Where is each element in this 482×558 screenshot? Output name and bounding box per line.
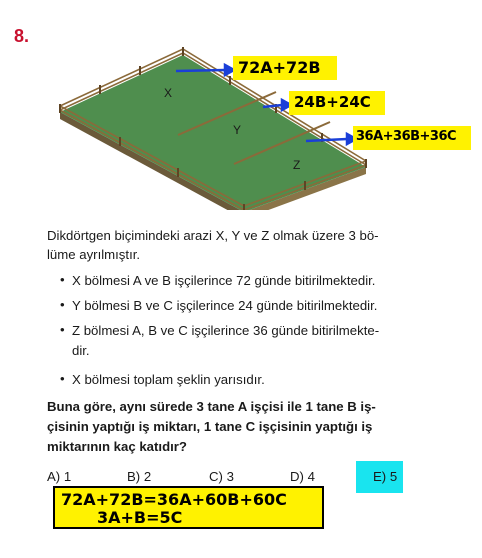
bullet-text-1: X bölmesi A ve B işçilerince 72 günde bitirilmektedir.: [72, 273, 376, 288]
prompt-line-3: miktarının kaç katıdır?: [47, 439, 187, 454]
option-b[interactable]: B) 2: [127, 469, 152, 484]
bullet-text-2: Y bölmesi B ve C işçilerince 24 günde bitirilmektedir.: [72, 298, 378, 313]
option-e[interactable]: E) 5: [373, 469, 398, 484]
option-e-highlight[interactable]: [356, 461, 403, 493]
handwritten-solution: [53, 486, 324, 529]
prompt-line-1: Buna göre, aynı sürede 3 tane A işçisi ile 1 tane B iş-: [47, 399, 376, 414]
intro-line-2: lüme ayrılmıştır.: [47, 247, 141, 262]
bullet-dot-4: •: [60, 371, 65, 386]
annotation-y-work: 24B+24C: [294, 93, 371, 111]
annotation-z-work: 36A+36B+36C: [356, 129, 457, 144]
bullet-text-3-cont: dir.: [72, 343, 90, 358]
bullet-text-4: X bölmesi toplam şeklin yarısıdır.: [72, 372, 265, 387]
bullet-dot-2: •: [60, 297, 65, 312]
region-label-x: X: [164, 86, 173, 100]
field-figure: [0, 0, 482, 210]
region-label-y: Y: [233, 123, 242, 137]
option-c[interactable]: C) 3: [209, 469, 234, 484]
solution-line-1: 72A+72B=36A+60B+60C: [61, 490, 287, 509]
prompt-line-2: çisinin yaptığı iş miktarı, 1 tane C işçisinin yaptığı iş: [47, 419, 373, 434]
option-a[interactable]: A) 1: [47, 469, 72, 484]
bullet-dot-1: •: [60, 272, 65, 287]
bullet-dot-3: •: [60, 322, 65, 337]
question-number: 8.: [14, 26, 30, 46]
option-d[interactable]: D) 4: [290, 469, 315, 484]
region-label-z: Z: [293, 158, 301, 172]
bullet-text-3: Z bölmesi A, B ve C işçilerince 36 günde bitirilmekte-: [72, 323, 380, 338]
intro-line-1: Dikdörtgen biçimindeki arazi X, Y ve Z olmak üzere 3 bö-: [47, 228, 379, 243]
solution-line-2: 3A+B=5C: [97, 508, 183, 527]
annotation-x-work: 72A+72B: [238, 58, 321, 77]
